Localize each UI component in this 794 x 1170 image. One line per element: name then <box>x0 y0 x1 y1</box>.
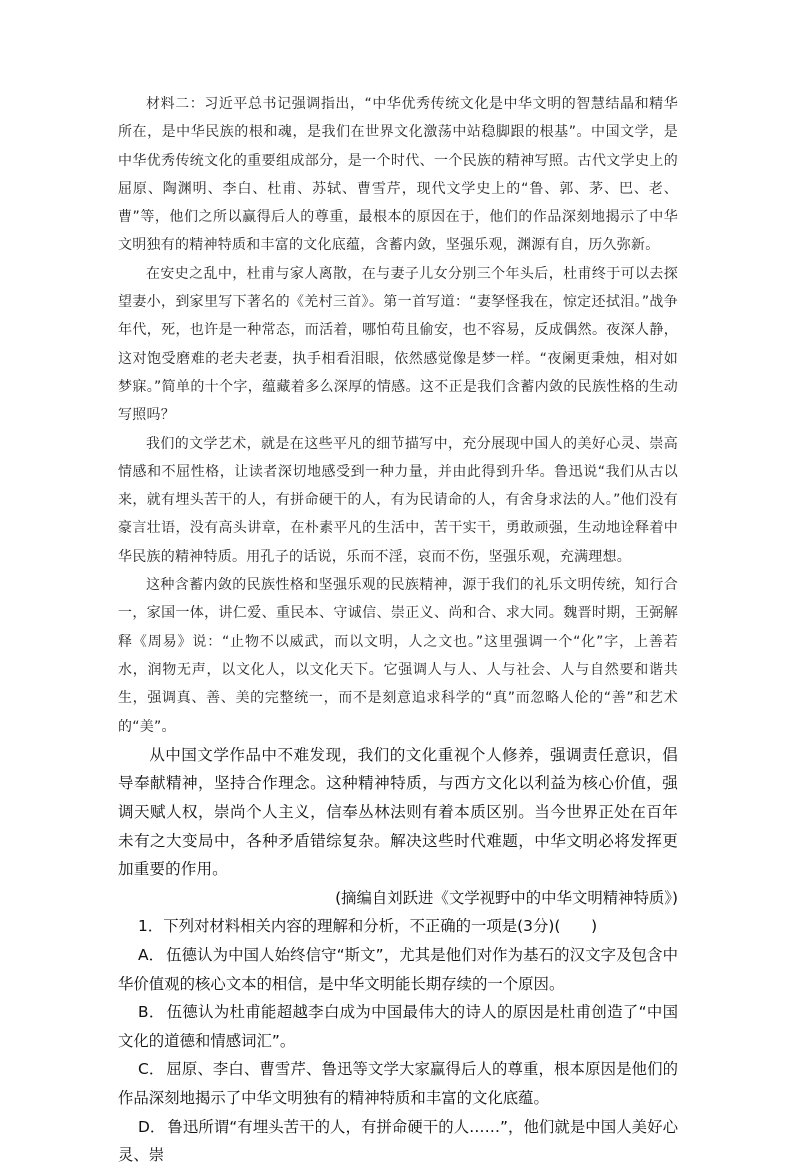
option-letter: C． <box>138 1060 165 1079</box>
option-letter: B． <box>138 1003 165 1022</box>
option-text: 屈原、李白、曹雪芹、鲁迅等文学大家赢得后人的尊重，根本原因是他们的作品深刻地揭示了中华文明独有的精神特质和丰富的文化底蕴。 <box>118 1060 678 1107</box>
option-letter: D． <box>138 1117 166 1136</box>
option-text: 伍德认为中国人始终信守“斯文”，尤其是他们对作为基石的汉文字及包含中华价值观的核心文本的相信，是中华文明能长期存续的一个原因。 <box>118 945 679 993</box>
paragraph-conclusion: 从中国文学作品中不难发现，我们的文化重视个人修养，强调责任意识，倡导奉献精神，坚持合作理念。这种精神特质，与西方文化以利益为核心价值，强调天赋人权，崇尚个人主义，信奉丛林法则有着本质区别。当今世界正处在百年未有之大变局中，各种矛盾错综复杂。解决这些时代难题，中华文明必将发挥更加重要的作用。 <box>118 745 678 879</box>
option-a <box>118 941 678 998</box>
option-letter: A． <box>138 945 165 964</box>
paragraph-du-fu: 在安史之乱中，杜甫与家人离散，在与妻子儿女分别三个年头后，杜甫终于可以去探望妻小，到家里写下著名的《羌村三首》。第一首写道：“妻孥怪我在，惊定还拭泪。”战争年代，死，也许是一种常态，而活着，哪怕苟且偷安，也不容易，反成偶然。夜深人静，这对饱受磨难的老夫老妻，执手相看泪眼，依然感觉像是梦一样。“夜阑更秉烛，相对如梦寐。”简单的十个字，蕴藏着多么深厚的情感。这不正是我们含蓄内敛的民族性格的生动写照吗？ <box>118 265 678 424</box>
question-1: 1．下列对材料相关内容的理解和分析，不正确的一项是(3分)( ) <box>138 917 598 936</box>
source-citation: (摘编自刘跃进《文学视野中的中华文明精神特质》) <box>335 888 678 907</box>
document-page <box>118 90 678 1170</box>
paragraph-material-two: 材料二：习近平总书记强调指出，“中华优秀传统文化是中华文明的智慧结晶和精华所在，是中华民族的根和魂，是我们在世界文化激荡中站稳脚跟的根基”。中国文学，是中华优秀传统文化的重要组成部分，是一个时代、一个民族的精神写照。古代文学史上的屈原、陶渊明、李白、杜甫、苏轼、曹雪芹，现代文学史上的“鲁、郭、茅、巴、老、曹”等，他们之所以赢得后人的尊重，最根本的原因在于，他们的作品深刻地揭示了中华文明独有的精神特质和丰富的文化底蕴，含蓄内敛，坚强乐观，渊源有自，历久弥新。 <box>118 96 678 254</box>
option-d <box>118 1113 678 1170</box>
option-text: 鲁迅所谓“有埋头苦干的人，有拼命硬干的人……”，他们就是中国人美好心灵、崇 <box>118 1117 678 1165</box>
option-b <box>118 998 678 1055</box>
option-text: 伍德认为杜甫能超越李白成为中国最伟大的诗人的原因是杜甫创造了“中国文化的道德和情感词汇”。 <box>118 1003 678 1050</box>
paragraph-ritual-culture: 这种含蓄内敛的民族性格和坚强乐观的民族精神，源于我们的礼乐文明传统，知行合一，家国一体，讲仁爱、重民本、守诚信、崇正义、尚和合、求大同。魏晋时期，王弼解释《周易》说：“止物不以威武，而以文明，人之文也。”这里强调一个“化”字，上善若水，润物无声，以文化人，以文化天下。它强调人与人、人与社会、人与自然要和谐共生，强调真、善、美的完整统一，而不是刻意追求科学的“真”而忽略人伦的“善”和艺术的“美”。 <box>118 577 678 735</box>
option-c <box>118 1055 678 1112</box>
paragraph-literary-art: 我们的文学艺术，就是在这些平凡的细节描写中，充分展现中国人的美好心灵、崇高情感和不屈性格，让读者深切地感受到一种力量，并由此得到升华。鲁迅说“我们从古以来，就有埋头苦干的人，有拼命硬干的人，有为民请命的人，有舍身求法的人。”他们没有豪言壮语，没有高头讲章，在朴素平凡的生活中，苦干实干，勇敢顽强，生动地诠释着中华民族的精神特质。用孔子的话说，乐而不淫，哀而不伤，坚强乐观，充满理想。 <box>118 435 678 565</box>
